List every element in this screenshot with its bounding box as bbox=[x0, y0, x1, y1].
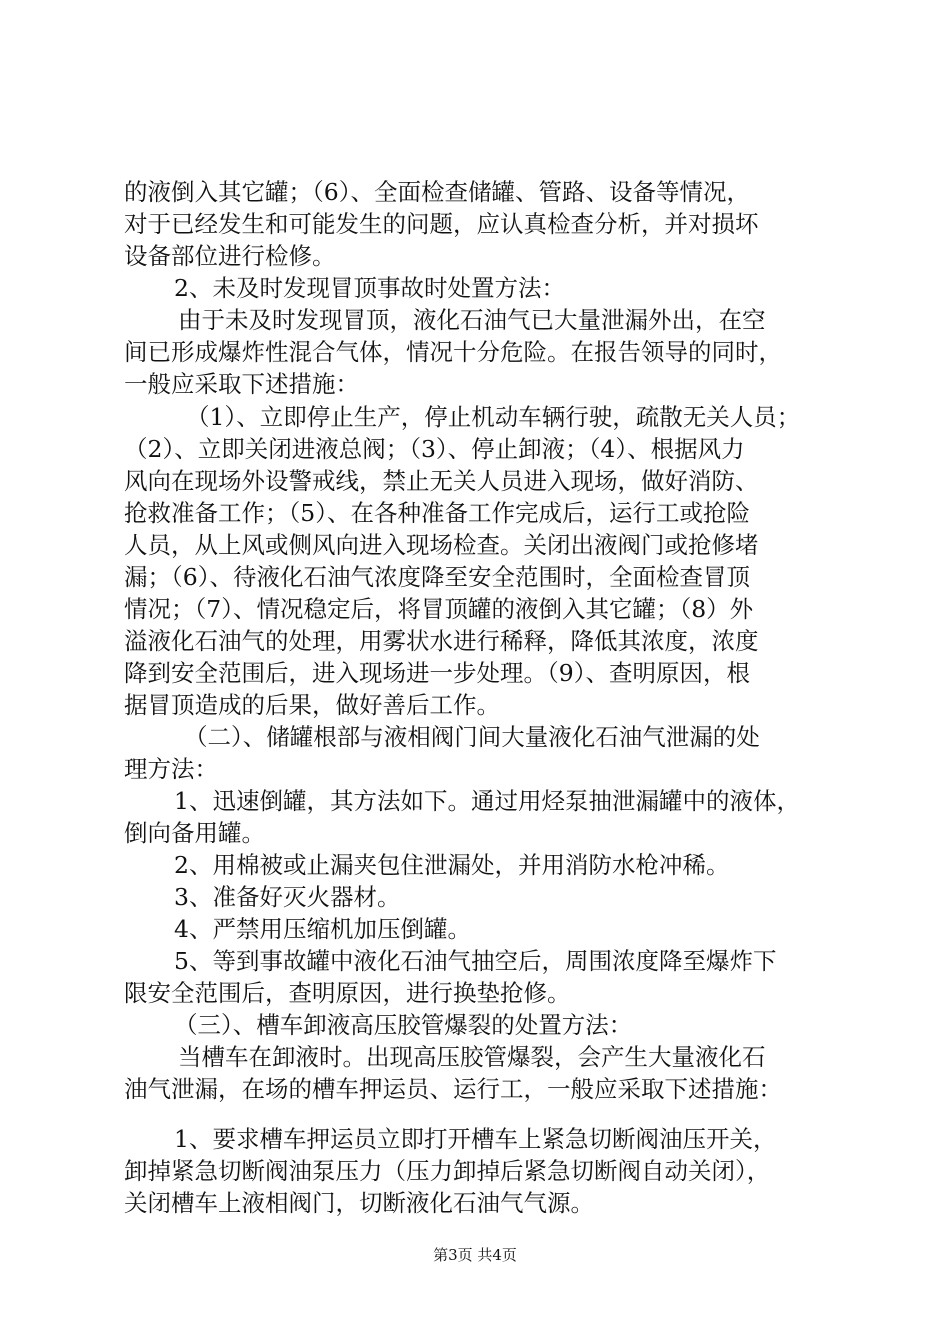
section-heading: （三）、槽车卸液高压胶管爆裂的处置方法： bbox=[174, 1011, 633, 1039]
text-line: 1、迅速倒罐，其方法如下。通过用烃泵抽泄漏罐中的液体， bbox=[174, 787, 800, 815]
text-line: 据冒顶造成的后果，做好善后工作。 bbox=[124, 691, 500, 719]
section-heading: （二）、储罐根部与液相阀门间大量液化石油气泄漏的处 bbox=[184, 723, 760, 751]
text-line: 一般应采取下述措施： bbox=[124, 370, 359, 398]
text-line: 降到安全范围后，进入现场进一步处理。（9）、查明原因，根 bbox=[124, 659, 750, 687]
text-line: 2、用棉被或止漏夹包住泄漏处，并用消防水枪冲稀。 bbox=[174, 851, 730, 879]
text-line: 设备部位进行检修。 bbox=[124, 242, 336, 270]
text-line: 抢救准备工作；（5）、在各种准备工作完成后，运行工或抢险 bbox=[124, 499, 750, 527]
text-line: 1、要求槽车押运员立即打开槽车上紧急切断阀油压开关， bbox=[174, 1125, 777, 1153]
text-line: 卸掉紧急切断阀油泵压力（压力卸掉后紧急切断阀自动关闭）， bbox=[124, 1157, 771, 1185]
section-heading: 理方法： bbox=[124, 755, 218, 783]
page-number: 第3页 共4页 bbox=[433, 1246, 517, 1264]
text-line: 情况；（7）、情况稳定后，将冒顶罐的液倒入其它罐；（8）外 bbox=[124, 595, 754, 623]
text-line: 5、等到事故罐中液化石油气抽空后，周围浓度降至爆炸下 bbox=[174, 947, 777, 975]
text-line: 倒向备用罐。 bbox=[124, 819, 265, 847]
text-line: 4、严禁用压缩机加压倒罐。 bbox=[174, 915, 471, 943]
text-line: 3、准备好灭火器材。 bbox=[174, 883, 401, 911]
text-line: 漏；（6）、待液化石油气浓度降至安全范围时，全面检查冒顶 bbox=[124, 563, 750, 591]
text-line: 人员，从上风或侧风向进入现场检查。关闭出液阀门或抢修堵 bbox=[124, 531, 759, 559]
section-heading: 2、未及时发现冒顶事故时处置方法： bbox=[174, 274, 565, 302]
text-line: 溢液化石油气的处理，用雾状水进行稀释，降低其浓度，浓度 bbox=[124, 627, 759, 655]
text-line: 的液倒入其它罐；（6）、全面检查储罐、管路、设备等情况， bbox=[124, 178, 750, 206]
text-line: 由于未及时发现冒顶，液化石油气已大量泄漏外出，在空 bbox=[178, 306, 766, 334]
text-line: （2）、立即关闭进液总阀；（3）、停止卸液；（4）、根据风力 bbox=[124, 435, 745, 463]
text-line: 当槽车在卸液时。出现高压胶管爆裂，会产生大量液化石 bbox=[178, 1043, 766, 1071]
text-line: 油气泄漏，在场的槽车押运员、运行工，一般应采取下述措施： bbox=[124, 1075, 782, 1103]
text-line: 关闭槽车上液相阀门，切断液化石油气气源。 bbox=[124, 1189, 594, 1217]
text-line: 对于已经发生和可能发生的问题，应认真检查分析，并对损坏 bbox=[124, 210, 759, 238]
text-line: 间已形成爆炸性混合气体，情况十分危险。在报告领导的同时， bbox=[124, 338, 782, 366]
text-line: 风向在现场外设警戒线，禁止无关人员进入现场，做好消防、 bbox=[124, 467, 759, 495]
text-line: 限安全范围后，查明原因，进行换垫抢修。 bbox=[124, 979, 571, 1007]
text-line: （1）、立即停止生产，停止机动车辆行驶，疏散无关人员； bbox=[186, 403, 801, 431]
